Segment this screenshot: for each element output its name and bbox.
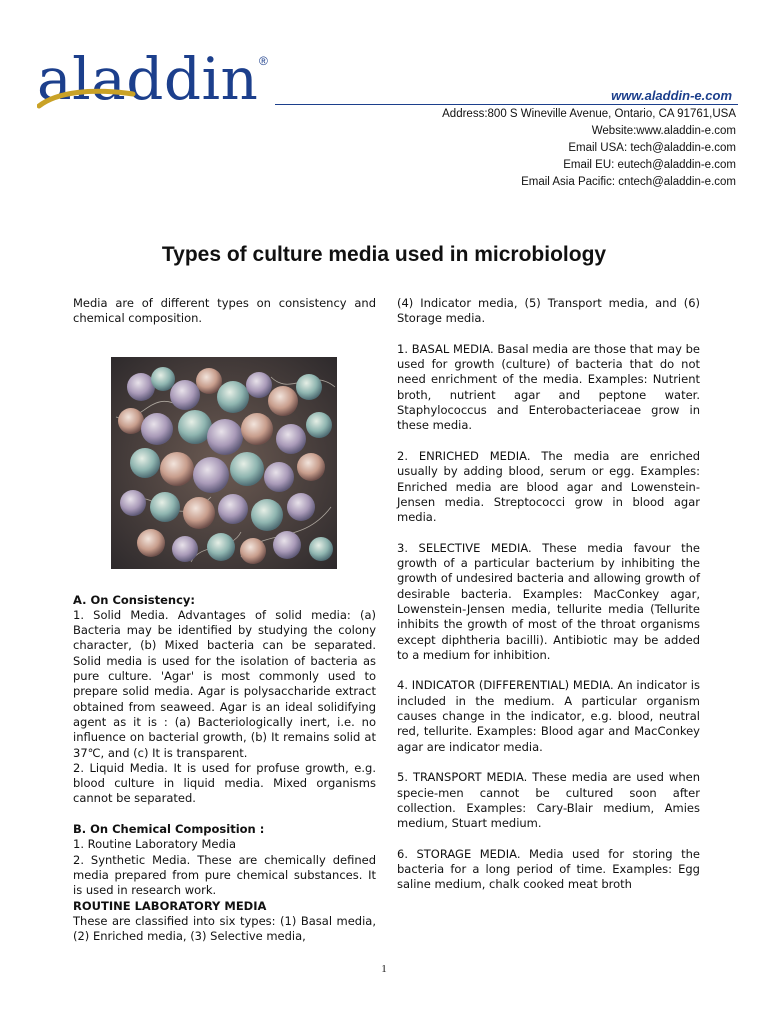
liquid-media-paragraph: 2. Liquid Media. It is used for profuse growth, e.g. blood culture in liquid media. Mixed organisms cannot be separated.	[73, 760, 376, 806]
solid-media-paragraph: 1. Solid Media. Advantages of solid media: (a) Bacteria may be identified by studying the colony character, (b) Mixed bacteria can be separated. Solid media is used for the isolation of bacteria as pure culture. 'Agar' is most commonly used to prepare solid media. Agar is polysaccharide extract obtained from seaweed. Agar is an ideal solidifying agent as it is : (a) Bacteriologically inert, i.e. no influence on bacterial growth, (b) It remains solid at 37℃, and (c) It is transparent.	[73, 607, 376, 760]
right-column	[397, 296, 700, 908]
enriched-media-paragraph: 2. ENRICHED MEDIA. The media are enriched usually by adding blood, serum or egg. Examples: Enriched media are blood agar and Lowenstein-Jensen media. Streptococci grow in blood agar media.	[397, 448, 700, 525]
contact-email-eu: Email EU: eutech@aladdin-e.com	[563, 159, 736, 171]
synthetic-media-paragraph: 2. Synthetic Media. These are chemically defined media prepared from pure chemical substances. It is used in research work.	[73, 852, 376, 898]
storage-media-paragraph: 6. STORAGE MEDIA. Media used for storing the bacteria for a long period of time. Examples: Egg saline medium, chalk cooked meat broth	[397, 846, 700, 892]
transport-media-paragraph: 5. TRANSPORT MEDIA. These media are used when specie-men cannot be cultured soon after collection. Examples: Cary-Blair medium, Amies medium, Stuart medium.	[397, 770, 700, 831]
page-number: 1	[381, 963, 387, 975]
left-column	[73, 296, 376, 944]
section-a-heading-text: A. On Consistency:	[73, 592, 196, 607]
header-website-link[interactable]: www.aladdin-e.com	[611, 88, 732, 103]
routine-media-paragraph: These are classified into six types: (1) Basal media, (2) Enriched media, (3) Selective media,	[73, 913, 376, 944]
contact-email-asia: Email Asia Pacific: cntech@aladdin-e.com	[521, 176, 736, 188]
registered-mark: ®	[259, 54, 268, 68]
routine-media-item: 1. Routine Laboratory Media	[73, 837, 236, 852]
selective-media-paragraph: 3. SELECTIVE MEDIA. These media favour the growth of a particular bacterium by inhibiting the growth of undesired bacteria and allowing growth of desirable bacteria. Examples: MacConkey agar, Lowenstein-Jensen media, tellurite media (Tellurite inhibits the growth of most of the throat organisms except diphtheria bacilli). Antibiotic may be added to a medium for inhibition.	[397, 540, 700, 662]
page-title: Types of culture media used in microbiology	[161, 243, 607, 266]
logo-text: aladdin	[37, 45, 259, 113]
contact-website: Website:www.aladdin-e.com	[591, 125, 736, 137]
basal-media-paragraph: 1. BASAL MEDIA. Basal media are those that may be used for growth (culture) of bacteria that do not need enrichment of the media. Examples: Nutrient broth, nutrient agar and peptone water. Staphylococcus and Enterobacteriaceae grow in these media.	[397, 341, 700, 433]
intro-paragraph: Media are of different types on consistency and chemical composition.	[73, 296, 376, 326]
routine-media-heading: ROUTINE LABORATORY MEDIA	[73, 898, 267, 913]
contact-email-usa: Email USA: tech@aladdin-e.com	[568, 142, 736, 154]
contact-block	[442, 106, 736, 191]
logo-swoosh-icon	[37, 86, 137, 112]
section-a-heading	[73, 593, 376, 608]
contact-address: Address:800 S Wineville Avenue, Ontario, CA 91761,USA	[442, 108, 736, 120]
indicator-media-paragraph: 4. INDICATOR (DIFFERENTIAL) MEDIA. An indicator is included in the medium. A particular organism causes change in the indicator, e.g. blood, neutral red, tellurite. Examples: Blood agar and MacConkey agar are indicator media.	[397, 678, 700, 754]
header-divider	[275, 104, 738, 105]
bacteria-micrograph-image	[111, 357, 337, 569]
continuation-paragraph: (4) Indicator media, (5) Transport media, and (6) Storage media.	[397, 296, 700, 326]
section-b-heading: B. On Chemical Composition :	[73, 822, 265, 837]
aladdin-logo	[37, 45, 277, 113]
